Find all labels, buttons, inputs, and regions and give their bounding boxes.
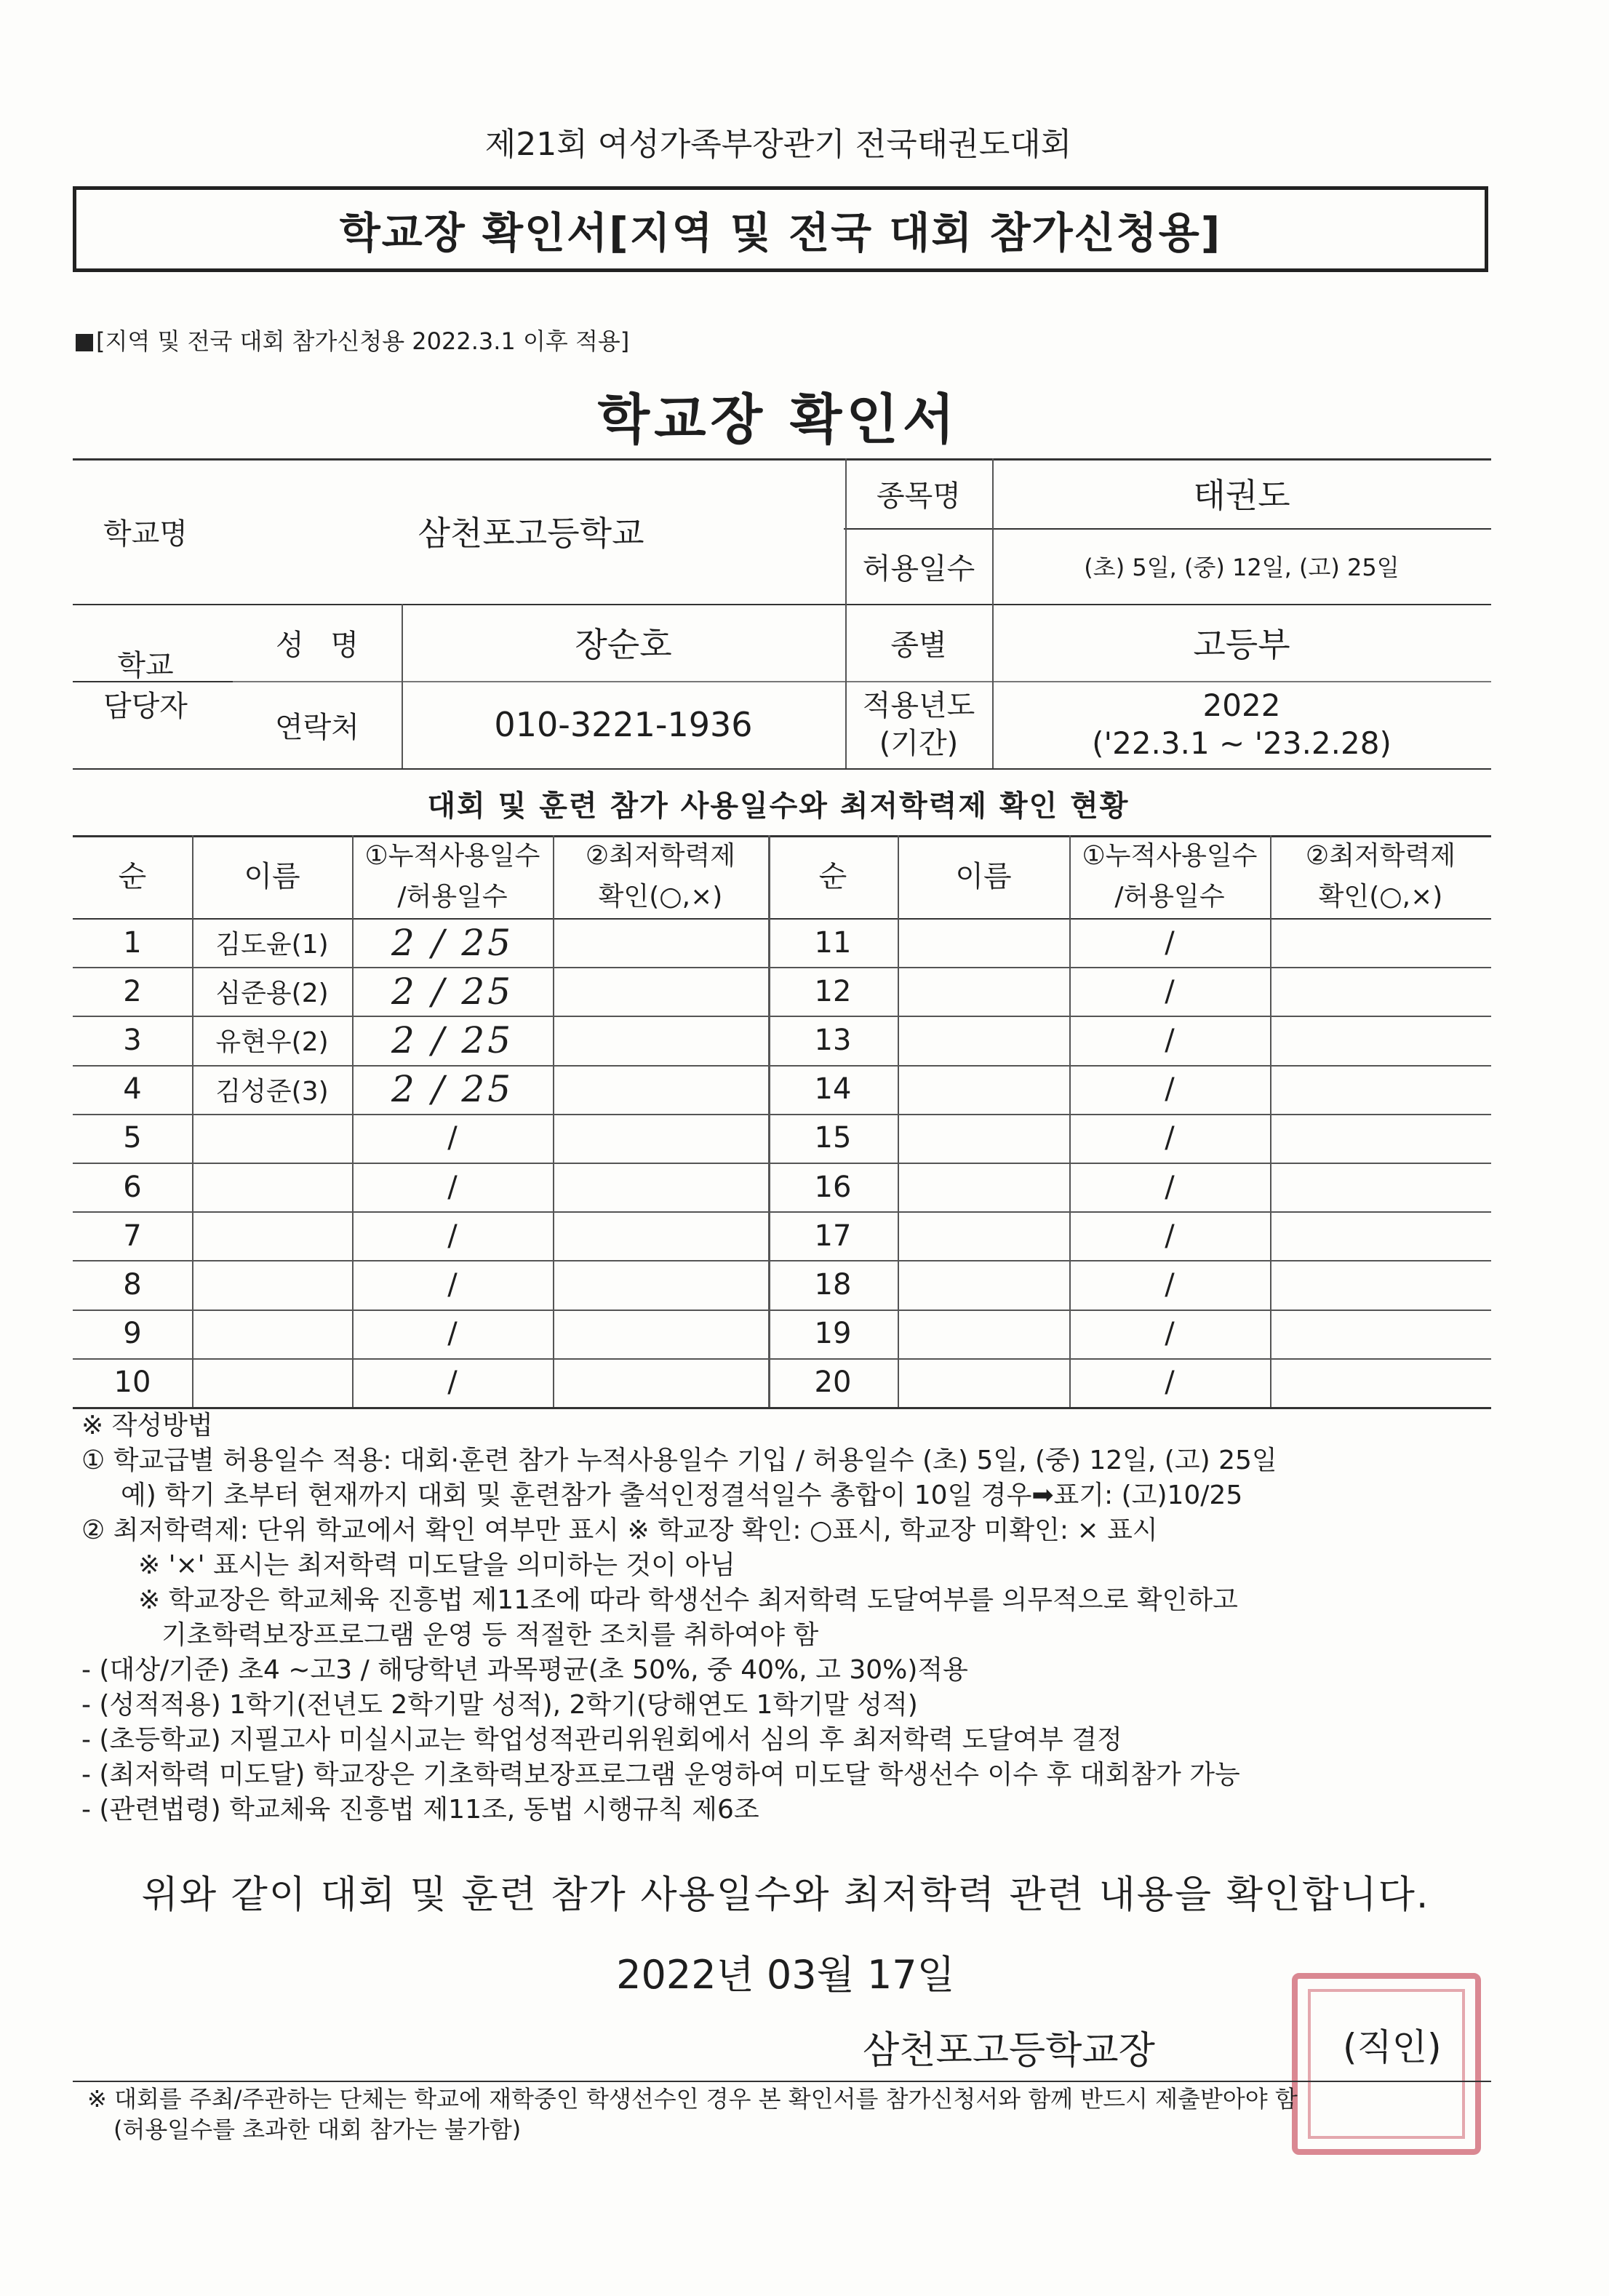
footnote (87, 2084, 1298, 2145)
used-days-value: / (1165, 1267, 1175, 1302)
applicability-text: [지역 및 전국 대회 참가신청용 2022.3.1 이후 적용] (96, 327, 630, 355)
col-header-check-right (1270, 835, 1491, 918)
roster-table (73, 835, 1491, 1410)
min-academic-check-cell (1270, 1260, 1491, 1309)
instruction-line: - (초등학교) 지필고사 미실시교는 학업성적관리위원회에서 심의 후 최저학력 도달여부 결정 (81, 1725, 1122, 1755)
athlete-name (192, 1114, 352, 1163)
row-number: 18 (814, 1267, 852, 1302)
instruction-line: - (최저학력 미도달) 학교장은 기초학력보장프로그램 운영하여 미도달 학생선수 이수 후 대회참가 가능 (81, 1760, 1240, 1790)
event-name: 태권도 (1193, 476, 1290, 515)
athlete-name (898, 1163, 1069, 1211)
used-days-value: / (1165, 925, 1175, 960)
row-number: 2 (123, 974, 142, 1008)
min-academic-check-cell (553, 1211, 768, 1260)
row-number: 1 (123, 925, 142, 960)
min-academic-check-cell (1270, 1310, 1491, 1358)
phone-value: 010-3221-1936 (494, 705, 753, 744)
row-number: 6 (123, 1170, 142, 1204)
event-label: 종목명 (877, 479, 961, 513)
used-days-value: / (447, 1267, 458, 1302)
row-number: 12 (814, 974, 852, 1008)
school-name: 삼천포고등학교 (418, 514, 644, 553)
used-days-value: / (1165, 1121, 1175, 1155)
col-header-no-left: 순 (118, 860, 147, 893)
athlete-name: 김도윤(1) (215, 930, 329, 960)
used-days-value: / (447, 1317, 458, 1351)
used-days-value: / (1165, 1072, 1175, 1107)
allowed-days-label: 허용일수 (862, 551, 975, 586)
row-number: 9 (123, 1317, 142, 1351)
row-number: 8 (123, 1267, 142, 1302)
instruction-line: ※ '×' 표시는 최저학력 미도달을 의미하는 것이 아님 (138, 1550, 735, 1580)
col-header-days-line-2: /허용일수 (1114, 882, 1225, 912)
year-period: ('22.3.1 ~ '23.2.28) (1092, 725, 1392, 761)
form-title-box (73, 186, 1488, 272)
col-header-check-line-1: ②최저학력제 (1305, 841, 1456, 871)
used-days-value: 2 / 25 (391, 970, 514, 1013)
min-academic-check-cell (553, 1065, 768, 1114)
phone-label: 연락처 (275, 710, 359, 744)
col-header-days-left (352, 835, 553, 918)
col-header-check-line-2: 확인(○,×) (598, 882, 723, 912)
main-title: 학교장 확인서 (597, 388, 959, 451)
footnote-line-2: (허용일수를 초과한 대회 참가는 불가함) (113, 2116, 522, 2143)
row-number: 20 (814, 1366, 852, 1400)
instructions (81, 1408, 1507, 1827)
athlete-name (898, 1016, 1069, 1064)
used-days-value: 2 / 25 (391, 1068, 514, 1111)
athlete-name (192, 1310, 352, 1358)
year-value (992, 681, 1491, 768)
athlete-name (898, 1260, 1069, 1309)
min-academic-check-cell (553, 1358, 768, 1407)
min-academic-check-cell (553, 1260, 768, 1309)
category-value: 고등부 (1193, 625, 1290, 664)
athlete-name (192, 1211, 352, 1260)
athlete-name (898, 1211, 1069, 1260)
used-days-value: / (447, 1219, 458, 1253)
year-label (845, 681, 992, 768)
min-academic-check-cell (1270, 1114, 1491, 1163)
min-academic-check-cell (1270, 967, 1491, 1016)
row-number: 16 (814, 1170, 852, 1204)
instruction-line: - (관련법령) 학교체육 진흥법 제11조, 동법 시행규칙 제6조 (81, 1795, 759, 1825)
used-days-value: / (1165, 1317, 1175, 1351)
school-contact-label (73, 604, 218, 768)
contact-name: 장순호 (575, 625, 672, 664)
square-bullet-icon (76, 334, 93, 351)
instruction-line: - (성적적용) 1학기(전년도 2학기말 성적), 2학기(당해연도 1학기말 성적) (81, 1690, 918, 1720)
athlete-name (192, 1260, 352, 1309)
min-academic-check-cell (1270, 1211, 1491, 1260)
form-title: 학교장 확인서[지역 및 전국 대회 참가신청용] (339, 208, 1222, 258)
name-label: 성 명 (276, 628, 359, 662)
row-number: 14 (814, 1072, 852, 1107)
used-days-value: / (1165, 1219, 1175, 1253)
year-label-line-1: 적용년도 (862, 689, 975, 722)
instructions-heading: ※ 작성방법 (81, 1411, 213, 1440)
min-academic-check-cell (1270, 1163, 1491, 1211)
min-academic-check-cell (553, 918, 768, 967)
min-academic-check-cell (1270, 1358, 1491, 1407)
col-header-days-line-1: ①누적사용일수 (364, 841, 540, 871)
col-header-name-left: 이름 (244, 860, 300, 893)
athlete-name (192, 1358, 352, 1407)
row-number: 15 (814, 1121, 852, 1155)
min-academic-check-cell (1270, 1016, 1491, 1064)
min-academic-check-cell (553, 1163, 768, 1211)
year-number: 2022 (1202, 687, 1281, 723)
used-days-value: / (1165, 974, 1175, 1008)
instruction-line: - (대상/기준) 초4 ~고3 / 해당학년 과목평균(초 50%, 중 40%, 고 30%)적용 (81, 1655, 968, 1685)
row-number: 4 (123, 1072, 142, 1107)
info-table (73, 458, 1491, 771)
used-days-value: / (1165, 1023, 1175, 1057)
row-number: 19 (814, 1317, 852, 1351)
col-header-no-right: 순 (818, 860, 847, 893)
min-academic-check-cell (553, 967, 768, 1016)
athlete-name (898, 918, 1069, 967)
confirmation-statement: 위와 같이 대회 및 훈련 참가 사용일수와 최저학력 관련 내용을 확인합니다. (141, 1873, 1430, 1917)
event-title: 제21회 여성가족부장관기 전국태권도대회 (484, 126, 1072, 163)
min-academic-check-cell (1270, 1065, 1491, 1114)
athlete-name (898, 967, 1069, 1016)
col-header-check-left (553, 835, 768, 918)
signer: 삼천포고등학교장 (863, 2029, 1155, 2073)
instruction-line: ※ 학교장은 학교체육 진흥법 제11조에 따라 학생선수 최저학력 도달여부를 의무적으로 확인하고 (138, 1585, 1238, 1615)
col-header-check-line-1: ②최저학력제 (585, 841, 736, 871)
athlete-name (898, 1310, 1069, 1358)
col-header-name-right: 이름 (955, 860, 1012, 893)
min-academic-check-cell (553, 1016, 768, 1064)
used-days-value: / (447, 1170, 458, 1204)
instruction-line: 예) 학기 초부터 현재까지 대회 및 훈련참가 출석인정결석일수 총합이 10일 경우➡표기: (고)10/25 (121, 1480, 1243, 1510)
school-label: 학교명 (103, 517, 188, 551)
col-header-days-line-2: /허용일수 (397, 882, 508, 912)
category-label: 종별 (890, 628, 947, 662)
col-header-check-line-2: 확인(○,×) (1318, 882, 1443, 912)
contact-label-line-1: 학교 (117, 649, 174, 682)
applicability-note (76, 323, 629, 356)
athlete-name: 심준용(2) (215, 978, 329, 1009)
instruction-line: ② 최저학력제: 단위 학교에서 확인 여부만 표시 ※ 학교장 확인: ○표시, 학교장 미확인: × 표시 (81, 1515, 1158, 1545)
athlete-name (898, 1358, 1069, 1407)
issue-date: 2022년 03월 17일 (616, 1952, 955, 1998)
athlete-name: 김성준(3) (215, 1076, 329, 1107)
instruction-line: ① 학교급별 허용일수 적용: 대회·훈련 참가 누적사용일수 기입 / 허용일수 (초) 5일, (중) 12일, (고) 25일 (81, 1446, 1277, 1475)
used-days-value: / (447, 1121, 458, 1155)
athlete-name (898, 1114, 1069, 1163)
min-academic-check-cell (1270, 918, 1491, 967)
row-number: 5 (123, 1121, 142, 1155)
used-days-value: / (447, 1366, 458, 1400)
athlete-name (192, 1163, 352, 1211)
status-title: 대회 및 훈련 참가 사용일수와 최저학력제 확인 현황 (427, 789, 1130, 823)
used-days-value: / (1165, 1366, 1175, 1400)
used-days-value: 2 / 25 (391, 921, 514, 964)
contact-label-line-2: 담당자 (103, 690, 188, 723)
footnote-line-1: ※ 대회를 주최/주관하는 단체는 학교에 재학중인 학생선수인 경우 본 확인서를 참가신청서와 함께 반드시 제출받아야 함 (87, 2085, 1298, 2113)
row-number: 13 (814, 1023, 852, 1057)
athlete-name (898, 1065, 1069, 1114)
used-days-value: / (1165, 1170, 1175, 1204)
row-number: 11 (814, 925, 852, 960)
instruction-line: 기초학력보장프로그램 운영 등 적절한 조치를 취하여야 함 (161, 1620, 819, 1650)
seal-label: (직인) (1343, 2026, 1442, 2068)
min-academic-check-cell (553, 1114, 768, 1163)
row-number: 7 (123, 1219, 142, 1253)
used-days-value: 2 / 25 (391, 1019, 514, 1061)
allowed-days-value: (초) 5일, (중) 12일, (고) 25일 (1084, 554, 1400, 581)
footer-divider (73, 2081, 1491, 2082)
athlete-name: 유현우(2) (215, 1027, 329, 1058)
year-label-line-2: (기간) (879, 727, 959, 760)
col-header-days-right (1069, 835, 1270, 918)
row-number: 17 (814, 1219, 852, 1253)
min-academic-check-cell (553, 1310, 768, 1358)
row-number: 10 (113, 1366, 151, 1400)
col-header-days-line-1: ①누적사용일수 (1082, 841, 1258, 871)
row-number: 3 (123, 1023, 142, 1057)
